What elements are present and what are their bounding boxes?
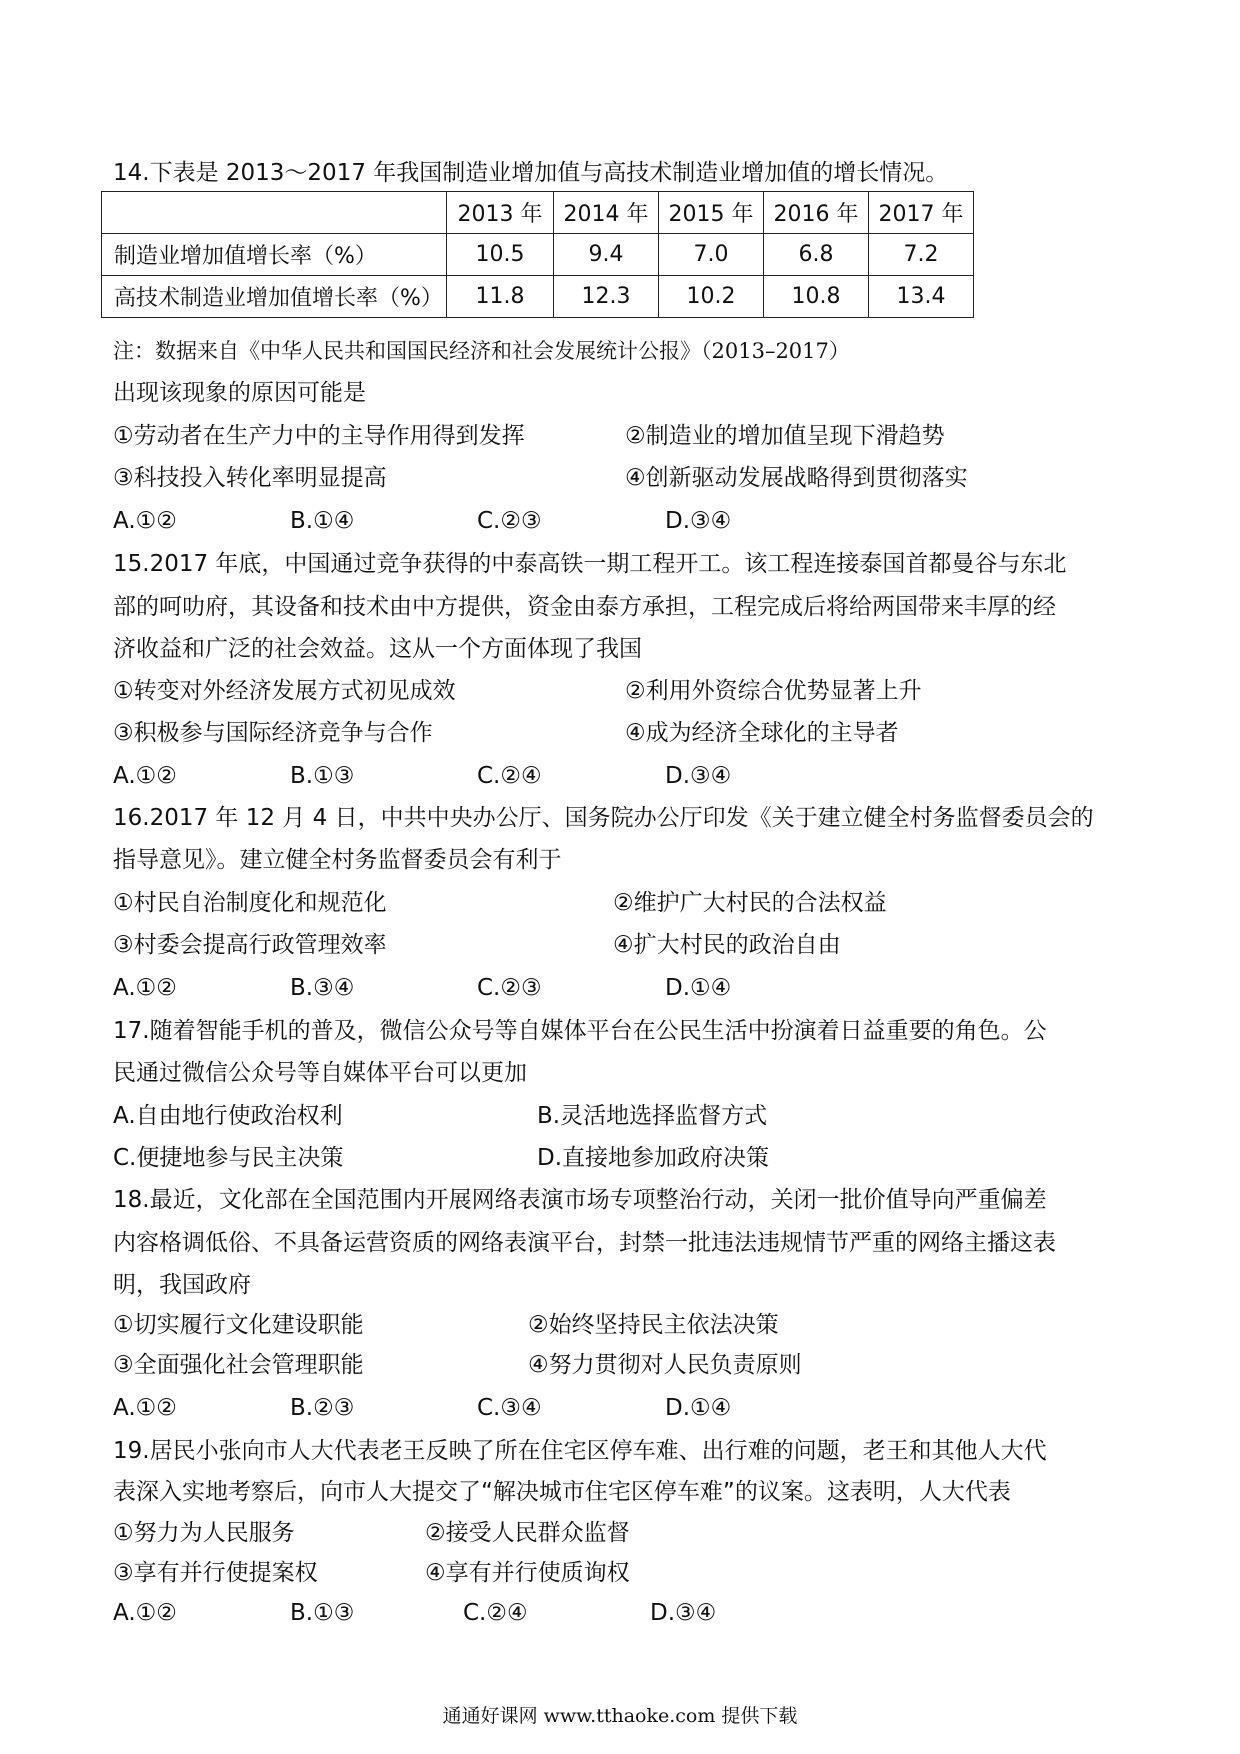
q19-item-4: ④享有并行使质询权 [425, 1560, 630, 1586]
q14-item-2: ②制造业的增加值呈现下滑趋势 [625, 423, 945, 449]
table-header-cell [102, 192, 447, 234]
table-header-cell: 2015 年 [659, 192, 764, 234]
q16-stem-line-2: 指导意见》。建立健全村务监督委员会有利于 [113, 847, 562, 873]
q16-item-3: ③村委会提高行政管理效率 [113, 932, 387, 958]
q16-stem-line-1: 16.2017 年 12 月 4 日，中共中央办公厅、国务院办公厅印发《关于建立健全村务监督委员会的 [113, 805, 1094, 831]
q16-choice-c[interactable]: C.②③ [477, 975, 542, 1001]
q18-item-1: ①切实履行文化建设职能 [113, 1312, 364, 1338]
q14-item-3: ③科技投入转化率明显提高 [113, 465, 387, 491]
q15-stem-line-3: 济收益和广泛的社会效益。这从一个方面体现了我国 [113, 636, 642, 662]
q14-stem: 14.下表是 2013～2017 年我国制造业增加值与高技术制造业增加值的增长情况。 [113, 160, 949, 186]
q18-choice-b[interactable]: B.②③ [290, 1395, 355, 1421]
q16-item-1: ①村民自治制度化和规范化 [113, 890, 387, 916]
q16-item-4: ④扩大村民的政治自由 [613, 932, 841, 958]
table-header-cell: 2013 年 [447, 192, 554, 234]
q14-item-4: ④创新驱动发展战略得到贯彻落实 [625, 465, 968, 491]
table-cell: 9.4 [554, 234, 659, 276]
q16-choice-d[interactable]: D.①④ [665, 975, 732, 1001]
q15-item-2: ②利用外资综合优势显著上升 [625, 678, 922, 704]
q15-item-4: ④成为经济全球化的主导者 [625, 720, 899, 746]
q16-choice-b[interactable]: B.③④ [290, 975, 355, 1001]
q17-choice-a[interactable]: A.自由地行使政治权利 [113, 1103, 343, 1129]
table-cell: 10.8 [764, 276, 869, 318]
q14-item-1: ①劳动者在生产力中的主导作用得到发挥 [113, 423, 525, 449]
q14-prompt: 出现该现象的原因可能是 [113, 380, 366, 406]
table-row [102, 276, 974, 318]
q14-choice-d[interactable]: D.③④ [665, 508, 732, 534]
q15-choice-a[interactable]: A.①② [113, 763, 177, 789]
q19-choice-c[interactable]: C.②④ [463, 1600, 528, 1626]
q14-choice-a[interactable]: A.①② [113, 508, 177, 534]
q19-item-2: ②接受人民群众监督 [425, 1520, 630, 1546]
q15-choice-d[interactable]: D.③④ [665, 763, 732, 789]
q15-stem-line-2: 部的呵叻府，其设备和技术由中方提供，资金由泰方承担，工程完成后将给两国带来丰厚的经 [113, 594, 1056, 620]
table-cell: 10.2 [659, 276, 764, 318]
q19-stem-line-2: 表深入实地考察后，向市人大提交了“解决城市住宅区停车难”的议案。这表明，人大代表 [113, 1479, 1011, 1505]
q16-choice-a[interactable]: A.①② [113, 975, 177, 1001]
table-row-label: 制造业增加值增长率（%） [102, 234, 447, 276]
table-cell: 11.8 [447, 276, 554, 318]
q17-choice-c[interactable]: C.便捷地参与民主决策 [113, 1145, 344, 1171]
table-row [102, 234, 974, 276]
table-cell: 7.2 [869, 234, 974, 276]
table-header-cell: 2016 年 [764, 192, 869, 234]
table-cell: 7.0 [659, 234, 764, 276]
q19-choice-d[interactable]: D.③④ [650, 1600, 717, 1626]
q17-choice-d[interactable]: D.直接地参加政府决策 [537, 1145, 770, 1171]
page-footer: 通通好课网 www.tthaoke.com 提供下载 [442, 1705, 798, 1727]
table-header-row [102, 192, 974, 234]
q17-stem-line-2: 民通过微信公众号等自媒体平台可以更加 [113, 1060, 527, 1086]
q19-stem-line-1: 19.居民小张向市人大代表老王反映了所在住宅区停车难、出行难的问题，老王和其他人大代 [113, 1438, 1047, 1464]
q14-choice-c[interactable]: C.②③ [477, 508, 542, 534]
q18-choice-c[interactable]: C.③④ [477, 1395, 542, 1421]
q17-choice-b[interactable]: B.灵活地选择监督方式 [537, 1103, 768, 1129]
q16-item-2: ②维护广大村民的合法权益 [613, 890, 887, 916]
q19-choice-b[interactable]: B.①③ [290, 1600, 355, 1626]
q18-choice-a[interactable]: A.①② [113, 1395, 177, 1421]
q15-choice-c[interactable]: C.②④ [477, 763, 542, 789]
table-header-cell: 2014 年 [554, 192, 659, 234]
table-source-note: 注：数据来自《中华人民共和国国民经济和社会发展统计公报》（2013–2017） [113, 339, 850, 363]
table-cell: 6.8 [764, 234, 869, 276]
growth-rate-table [101, 191, 974, 318]
q18-choice-d[interactable]: D.①④ [665, 1395, 732, 1421]
q19-choice-a[interactable]: A.①② [113, 1600, 177, 1626]
q19-item-1: ①努力为人民服务 [113, 1520, 295, 1546]
q15-choice-b[interactable]: B.①③ [290, 763, 355, 789]
table-header-cell: 2017 年 [869, 192, 974, 234]
q18-item-2: ②始终坚持民主依法决策 [528, 1312, 779, 1338]
table-row-label: 高技术制造业增加值增长率（%） [102, 276, 447, 318]
q15-stem-line-1: 15.2017 年底，中国通过竞争获得的中泰高铁一期工程开工。该工程连接泰国首都曼谷与东北 [113, 551, 1067, 577]
q18-stem-line-1: 18.最近，文化部在全国范围内开展网络表演市场专项整治行动，关闭一批价值导向严重偏差 [113, 1187, 1047, 1213]
table-cell: 13.4 [869, 276, 974, 318]
q14-choice-b[interactable]: B.①④ [290, 508, 355, 534]
table-cell: 12.3 [554, 276, 659, 318]
q18-item-4: ④努力贯彻对人民负责原则 [528, 1352, 802, 1378]
q19-item-3: ③享有并行使提案权 [113, 1560, 318, 1586]
q15-item-3: ③积极参与国际经济竞争与合作 [113, 720, 433, 746]
q18-stem-line-2: 内容格调低俗、不具备运营资质的网络表演平台，封禁一批违法违规情节严重的网络主播这表 [113, 1230, 1056, 1256]
q17-stem-line-1: 17.随着智能手机的普及，微信公众号等自媒体平台在公民生活中扮演着日益重要的角色。公 [113, 1018, 1047, 1044]
q18-stem-line-3: 明，我国政府 [113, 1272, 251, 1298]
q18-item-3: ③全面强化社会管理职能 [113, 1352, 364, 1378]
table-cell: 10.5 [447, 234, 554, 276]
q15-item-1: ①转变对外经济发展方式初见成效 [113, 678, 456, 704]
